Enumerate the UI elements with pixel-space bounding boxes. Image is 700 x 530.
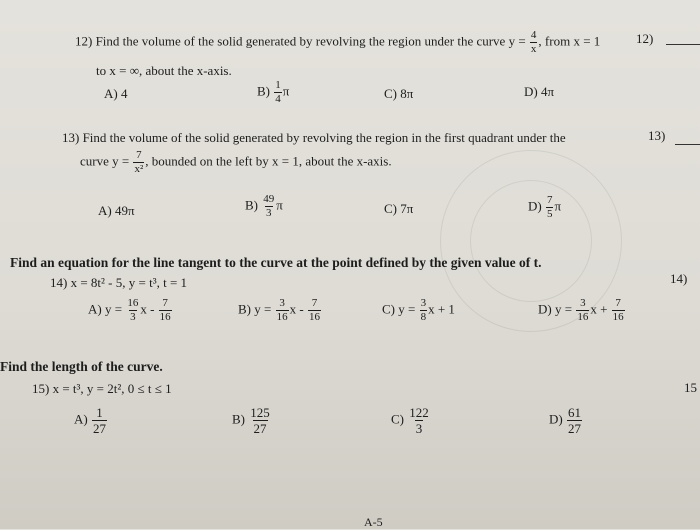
option-15-b: B) $\frac{125}{27}$ bbox=[232, 405, 270, 436]
option-14-a: A) y = $\frac{16}{3}$ x - $\frac{7}{16}$ bbox=[88, 297, 171, 323]
answer-blank-12[interactable] bbox=[666, 44, 700, 45]
option-15-d: D) $\frac{61}{27}$ bbox=[549, 405, 581, 436]
answer-label-12: 12) bbox=[636, 31, 654, 46]
question-12-continuation: to x = ∞, about the x-axis. bbox=[96, 63, 232, 78]
option-12-b: B) $\frac{1}{4}$ π bbox=[257, 79, 290, 105]
question-15-text: 15) x = t³, y = 2t², 0 ≤ t ≤ 1 bbox=[32, 381, 172, 396]
option-13-d: D) $\frac{7}{5}$ π bbox=[528, 194, 562, 220]
option-13-a: A) 49π bbox=[98, 203, 135, 218]
question-12-text-after: , from x = 1 bbox=[538, 33, 601, 49]
option-13-c: C) 7π bbox=[384, 201, 414, 216]
question-13-text: 13) Find the volume of the solid generated by revolving the region in the first quadrant under the bbox=[62, 130, 566, 145]
option-15-a: A) $\frac{1}{27}$ bbox=[74, 405, 106, 436]
question-13-continuation: curve y = $\frac{7}{\text{x²}}$ , bounded on the left by x = 1, about the x-axis. bbox=[80, 149, 392, 175]
option-14-b: B) y = $\frac{3}{16}$ x - $\frac{7}{16}$ bbox=[238, 297, 320, 323]
option-12-d: D) 4π bbox=[524, 84, 555, 99]
option-14-d: D) y = $\frac{3}{16}$ x + $\frac{7}{16}$ bbox=[538, 297, 624, 323]
question-12-fraction: $\frac{4}{x}$ bbox=[530, 29, 537, 55]
answer-label-15: 15 bbox=[684, 380, 697, 395]
section-heading-length: Find the length of the curve. bbox=[0, 359, 163, 374]
option-15-c: C) $\frac{122}{3}$ bbox=[391, 405, 429, 436]
question-12-text: 12) Find the volume of the solid generated by revolving the region under the curve y = bbox=[75, 33, 526, 49]
question-12 bbox=[75, 30, 600, 55]
answer-label-13: 13) bbox=[648, 128, 666, 143]
question-14-text: 14) x = 8t² - 5, y = t³, t = 1 bbox=[50, 275, 188, 290]
answer-label-14: 14) bbox=[670, 271, 688, 286]
option-14-c: C) y = $\frac{3}{8}$ x + 1 bbox=[382, 297, 455, 323]
option-13-b: B) $\frac{49}{3}$ π bbox=[245, 193, 283, 219]
option-12-a: A) 4 bbox=[104, 86, 128, 101]
option-12-c: C) 8π bbox=[384, 86, 414, 101]
page-label: A-5 bbox=[364, 515, 383, 529]
answer-blank-13[interactable] bbox=[675, 144, 700, 145]
section-heading-tangent: Find an equation for the line tangent to the curve at the point defined by the given value of t. bbox=[10, 255, 542, 270]
